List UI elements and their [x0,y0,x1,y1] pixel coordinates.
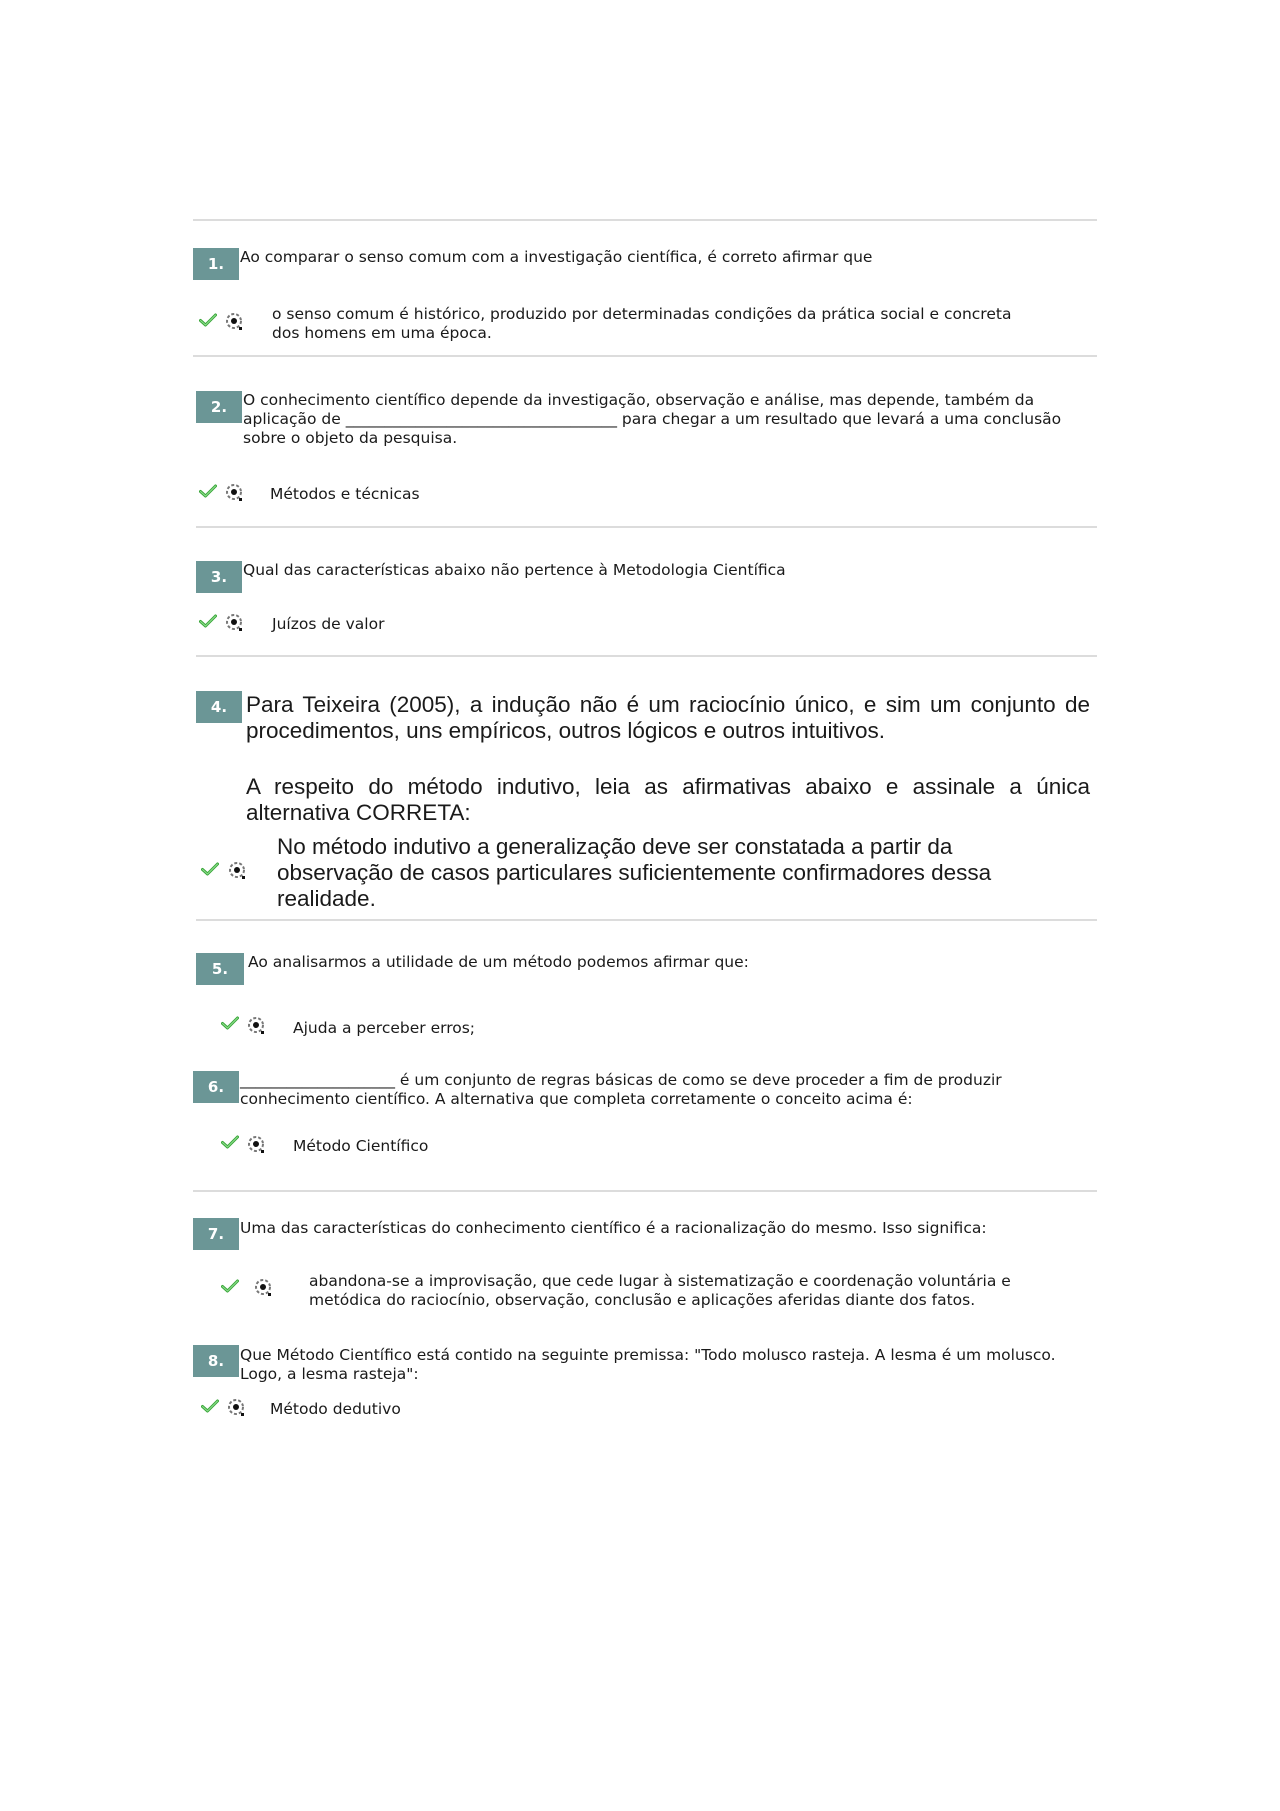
question-number-badge: 4. [196,691,242,723]
answer-text: Juízos de valor [272,615,385,633]
question-number-badge: 1. [193,248,239,280]
radio-selected-icon[interactable] [254,1278,274,1298]
question-text [246,692,1090,826]
divider [193,219,1097,221]
question-text: Ao comparar o senso comum com a investigação científica, é correto afirmar que [240,248,873,266]
answer-text: o senso comum é histórico, produzido por determinadas condições da prática social e concreta dos homens em uma época. [272,305,1012,342]
radio-selected-icon[interactable] [247,1135,267,1155]
radio-selected-icon[interactable] [227,1398,247,1418]
question-text: O conhecimento científico depende da investigação, observação e análise, mas depende, também da aplicação de ___________________________________ para chegar a um resultado que levará a uma conclusão sobre o objeto da pesquisa. [243,391,1062,447]
answer-text: Método Científico [293,1137,429,1155]
question-number-badge: 5. [196,953,244,985]
question-text: Que Método Científico está contido na seguinte premissa: "Todo molusco rasteja. A lesma é um molusco. Logo, a lesma rasteja": [240,1346,1056,1383]
divider [196,919,1097,921]
answer-text: abandona-se a improvisação, que cede lugar à sistematização e coordenação voluntária e metódica do raciocínio, observação, conclusão e aplicações aferidas diante dos fatos. [309,1272,1011,1309]
radio-selected-icon[interactable] [225,483,245,503]
question-text: Qual das características abaixo não pertence à Metodologia Científica [243,561,786,579]
answer-text: No método indutivo a generalização deve ser constatada a partir da observação de casos particulares suficientemente confirmadores dessa realidade. [277,834,992,911]
divider [196,526,1097,528]
answer-text: Métodos e técnicas [270,485,420,503]
question-text: Ao analisarmos a utilidade de um método podemos afirmar que: [248,953,749,971]
check-icon [221,1016,239,1030]
check-icon [221,1279,239,1293]
answer-text: Ajuda a perceber erros; [293,1019,476,1037]
question-number-badge: 7. [193,1218,239,1250]
radio-selected-icon[interactable] [225,312,245,332]
radio-selected-icon[interactable] [228,861,248,881]
question-text: Uma das características do conhecimento científico é a racionalização do mesmo. Isso significa: [240,1219,987,1237]
divider [193,355,1097,357]
answer-text: Método dedutivo [270,1400,401,1418]
question-number-badge: 2. [196,391,242,423]
divider [193,1190,1097,1192]
divider [196,655,1097,657]
question-number-badge: 6. [193,1071,239,1103]
radio-selected-icon[interactable] [247,1016,267,1036]
question-paragraph: A respeito do método indutivo, leia as afirmativas abaixo e assinale a única alternativa CORRETA: [246,774,1090,825]
question-text: ____________________ é um conjunto de regras básicas de como se deve proceder a fim de produzir conhecimento científico. A alternativa que completa corretamente o conceito acima é: [240,1071,1002,1108]
question-number-badge: 8. [193,1345,239,1377]
check-icon [201,1399,219,1413]
question-number-badge: 3. [196,561,242,593]
check-icon [199,313,217,327]
check-icon [199,484,217,498]
check-icon [201,862,219,876]
check-icon [221,1135,239,1149]
question-paragraph: Para Teixeira (2005), a indução não é um raciocínio único, e sim um conjunto de procedimentos, uns empíricos, outros lógicos e outros intuitivos. [246,692,1090,743]
radio-selected-icon[interactable] [225,613,245,633]
check-icon [199,614,217,628]
